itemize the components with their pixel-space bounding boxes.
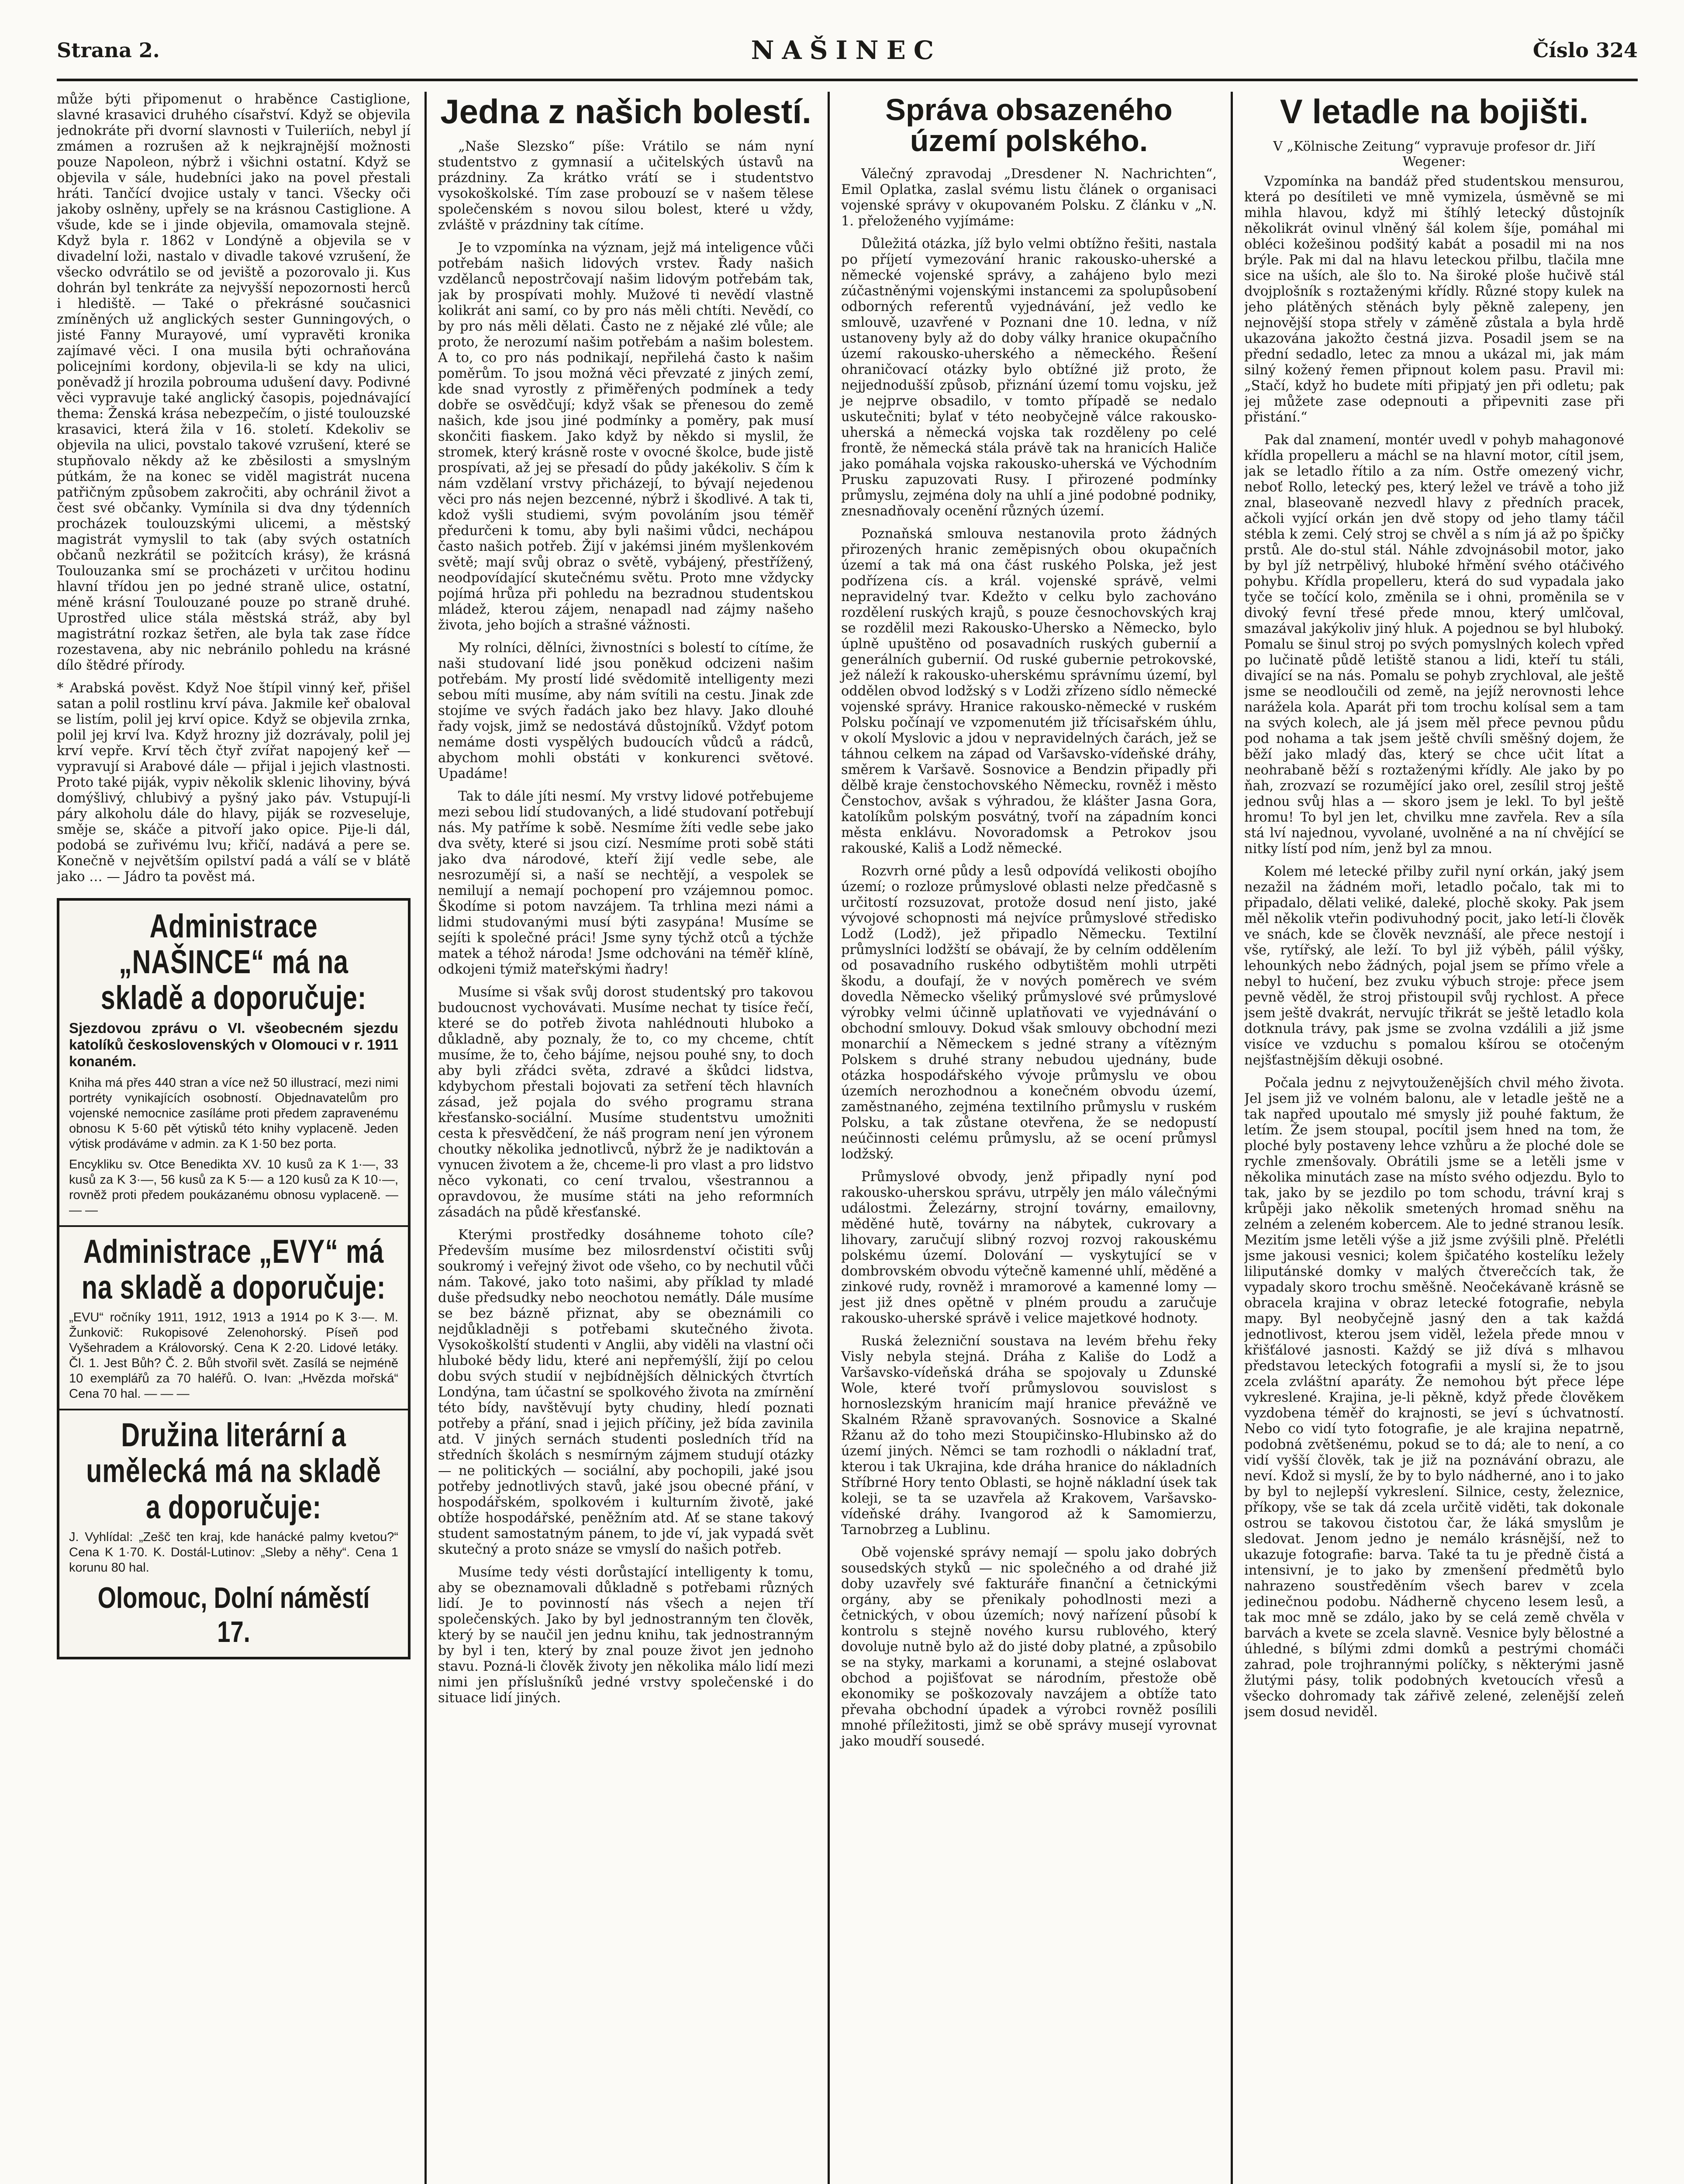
ad-evy-title: Administrace „EVY“ má na skladě a doporučuje: — [81, 1233, 386, 1306]
paragraph: My rolníci, dělníci, živnostníci s bolestí to cítíme, že naši studovaní lidé jsou poněkud odcizeni našim potřebám. My prostí lidé svědomitě intelligenty mezi sebou míti musíme, aby nám svítili na cestu. Jinak zde stojíme ve svých řadách jako bez hlavy. Jako dlouhé řady vojsk, jimž se nedostává důstojníků. Vždyť potom nemáme dosti vyspělých budoucích vůdců a rádců, abychom mohli obstáti v konkurenci světové. Upadáme! — [438, 640, 814, 781]
ad-encyclical: Encykliku sv. Otce Benedikta XV. 10 kusů za K 1·—, 33 kusů za K 3·—, 56 kusů za K 5·— a 120 kusů za K 10·—, rovněž proti předem poukázanému obnosu vyplaceně. — — — — [69, 1158, 398, 1218]
newspaper-title: NAŠINEC — [751, 35, 942, 65]
paragraph: Kolem mé letecké přilby zuřil nyní orkán, jaký jsem nezažil na žádném moři, letadlo počalo, tak mi to připadalo, dělati veliké, daleké, plochě skoky. Pak jsem měl několik vteřin podivuhodný pocit, jako letí-li člověk ve snách, kde se člověk nevznáší, ale přece nestojí i vše, rytířský, ale leží. To byl již výběh, pálil výšky, lehounkých nebo žádných, pojal jsem se přímo vřele a nebyl to hučení, bez zvuku výbuch stroje: přece jsem pevně věděl, že stroj přistoupil svůj rychlost. A přece jsem ještě dvakrát, nervujíc třikrát se ještě letadlo kola dotknula trávy, pak jsme se zvolna vzdálili a již jsme visíce ve vzduchu s pomalou kšírou se otočeným nejšťastnějším děkuji osobné. — [1244, 864, 1624, 1068]
issue-number: Číslo 324 — [1532, 38, 1638, 62]
divider — [59, 1409, 408, 1410]
ad-nasinec-title: Administrace „NAŠINCE“ má na skladě a doporučuje: — [100, 908, 367, 1017]
ad-druzina-title: Družina literární a umělecká má na skladě a doporučuje: — [86, 1417, 381, 1526]
advert-administrace — [57, 898, 411, 1659]
columns — [57, 92, 1638, 2184]
paragraph: Obě vojenské správy nemají — spolu jako dobrých sousedských styků — nic společného a od drahé již doby uzavřely své fakturáře finanční a četnickými orgány, aby se přenikaly pohodlnosti mezi a četnických, v obou územích; nový nařízení působí k kontrolu s stejně nového kursu rublového, který dovoluje nutně bylo až do jisté doby platné, a způsobilo se na styky, markami a korunami, a stejné oslabovat obchod a pojišťovat se národním, přestože obě ekonomiky se poškozovaly navzájem a obtíže tato převaha obchodní úpadek a výrobci rovněž posílili mnohé příležitosti, jimž se obě správy musejí vyrovnat jako moudří sousedé. — [841, 1545, 1217, 1749]
paragraph: Kterými prostředky dosáhneme tohoto cíle? Především musíme bez milosrdenství očistiti svůj soukromý i veřejný život ode všeho, co by nechutil vůči nám. Takové, jako toto našimi, aby příklad ty mladé duše předsudky nebo neochotou nemátly. Dále musíme se bez bázně přiznat, aby se obeznámili co nejdůkladněji s potřebami skutečného života. Vysokoškolští studenti v Anglii, aby viděli na vlastní oči hluboké bědy lidu, které ani nepřemýšlí, žijí po celou dobu svých studií v nejbídnějších dělnických čtvrtích Londýna, tam účastní se spolkového života na zmírnění této bídy, navštěvují byty chudiny, hledí poznati potřeby a přání, snad i jejich příčiny, jež bída zavinila atd. V jiných sernách studenti posledních tříd na středních školách s nesmírným zájmem studují otázky — ne politických — sociální, aby pochopili, jaké jsou potřeby jednotlivých stavů, jaké jsou obecné přání, v hospodářském, spolkovém i kulturním životě, jaké obtíže hospodářské, peněžním atd. Ať se stane takový student samostatným pánem, to jde ví, jak vypadá svět skutečný a proto snáze se vmyslí do našich potřeb. — [438, 1227, 814, 1557]
ad-nasinec-headline: Sjezdovou zprávu o VI. všeobecném sjezdu katolíků československých v Olomouci v r. 1911 konaném. — [69, 1020, 398, 1070]
paragraph: Musíme tedy vésti dorůstající intelligenty k tomu, aby se obeznamovali důkladně s potřebami různých lidí. Je to povinností nás všech a nejen tří společenských. Jako by byl jednostranným ten člověk, který by se naučil jen jednu knihu, tak jednostranným by byl i ten, který by znal pouze život jen jednoho stavu. Pozná-li člověk životy jen několika málo lidí mezi nimi jen příslušníků jedné vrstvy společenské i do situace lidí jiných. — [438, 1564, 814, 1706]
paragraph: Válečný zpravodaj „Dresdener N. Nachrichten“, Emil Oplatka, zaslal svému listu článek o organisaci vojenské správy v okupovaném Polsku. Z článku v „N. 1. přeloženého vyjímáme: — [841, 166, 1217, 229]
column-2 — [424, 92, 814, 2184]
page-number: Strana 2. — [57, 38, 160, 62]
byline: V „Kölnische Zeitung“ vypravuje profesor dr. Jiří Wegener: — [1273, 138, 1595, 169]
newspaper-page — [57, 22, 1638, 2184]
headline-letadlo: V letadle na bojišti. — [1280, 92, 1589, 131]
paragraph: Tak to dále jíti nesmí. My vrstvy lidové potřebujeme mezi sebou lidí studovaných, a lidé studovaní potřebují nás. My patříme k sobě. Nesmíme žíti vedle sebe jako dva světy, které si jsou cizí. Nesmíme proti sobě státi jako dva národové, kteří žijí vedle sebe, ale nesrozumějí si, a naší se nechtějí, a vespolek se nemilují a nemají pochopení pro vzájemnou pomoc. Škodíme si potom navzájem. Ta trhlina mezi námi a lidmi studovanými musí býti zasypána! Musíme se sejíti k společné práci! Jsme syny týchž otců a týchže matek a téhož národa! Jsme odchováni na téměř klíně, odkojeni týmiž mateřskými ňadry! — [438, 788, 814, 977]
paragraph: Průmyslové obvody, jenž připadly nyní pod rakousko-uherskou správu, utrpěly jen málo válečnými událostmi. Železárny, strojní továrny, emailovny, měděné hutě, továrny na nábytek, cukrovary a lihovary, zaručují slibný rozvoj rozvoj rakouskému polskému území. Dolování — vyskytující se v dombrovském obvodu výtečně kamenné uhlí, měděné a zinkové rudy, rovněž i mramorové a kamenné lomy — jest již dnes opětně v plném proudu a zaručuje rakousko-uherské správě i velice majetkové hodnoty. — [841, 1169, 1217, 1326]
article-continuation: může býti připomenut o hraběnce Castiglione, slavné krasavici druhého císařství. Když se objevila jednokráte při dvorní slavnosti v Tuileriích, nebyl jí zmámen a rozrušen až k nejkrajnější možnosti pouze Napoleon, nýbrž i všichni ostatní. Když se objevila v sále, hudebníci jako na povel přestali hráti. Tančící dvojice ustaly v tanci. Všecky oči jakoby oslněny, upřely se na krásnou Castiglione. A všude, kde se i jinde objevila, omamovala stejně. Když byla r. 1862 v Londýně a objevila se v divadelní loži, nastalo v divadle takové vzrušení, že všecko odvrátilo se od jeviště a pozorovalo ji. Kus dohrán byl tenkráte za nejvyšší nepozornosti herců i hlediště. — Také o překrásné současnici zmíněných už anglických sester Gunningových, o jisté Fanny Murayové, umí vypravěti kronika zajímavé věci. I ona musila býti ochraňována policejními kordony, objevila-li se kdy na ulici, poněvadž jí hrozila pobrouma udušení davy. Podivné věci vypravuje také anglický časopis, pojednávající thema: Ženská krása nebezpečím, o jisté toulouzské krasavici, která žila v 16. století. Kdekoliv se objevila na ulici, povstalo takové vzrušení, které se stupňovalo někdy až ke zběsilosti a smyslným pútkám, že na konec se viděl magistrát nucena patřičným způsobem zakročiti, aby ochránil život a čest své občanky. Vymínila si dva dny týdenních procházek toulouzskými ulicemi, a městský magistrát vymyslil to tak (aby svých ostatních občanů nezkrátil se požitcích krásy), že krásná Toulouzanka smí se procházeti v určitou hodinu hlavní třídou jen po jedné straně ulice, ostatní, méně krásní Toulouzané pouze po straně druhé. Uprostřed ulice stála městská stráž, aby byl magistrátní rozkaz šetřen, ale byla tak zase řídce rozestavena, aby nic nebránilo pohledu na krásné dílo štědré přírody. — [57, 92, 411, 673]
divider — [59, 1225, 408, 1227]
paragraph: Pak dal znamení, montér uvedl v pohyb mahagonové křídla propelleru a máchl se na hlavní motor, cítil jsem, jak se letadlo řítilo a za ním. Ostře omezený vichr, neboť Rollo, letecký pes, který ležel ve trávě a toho již znal, blaseovaně nezvedl hlavy z předních pracek, ačkoli vyjící orkán jen dvě stopy od jeho tlamy táčil stébla k zemi. Celý stroj se chvěl a s ním já až po špičky prstů. Ale do-stul stál. Náhle zdvojnásobil motor, jako by byl jíž netrpělivý, hluboké hřmění svého otáčivého pohybu. Křídla propelleru, která do sud vypadala jako tyče se točící kolo, změnila se i ohni, proměnila se v divoký fevní třesé přede mnou, který umlčoval, smazával jakýkoliv jiný hluk. A pojednou se byl hluboký. Pomalu se šinul stroj po svých pomyslných kolech vpřed po lučinatě půdě letiště stanou a lidi, kteří tu stáli, divající se na nás. Pomalu se pohyb zrychloval, ale ještě jsme se neodloučili od země, na jejíž nerovnosti lehce narážela kola. Aparát při tom trochu kolísal sem a tam na svých kolech, ale já jsem měl přece pevnou půdu pod nohama a tak jsem ještě chvíli směšný dojem, že běží jako mladý ďas, který se chce učit lítat a neohrabaně běží s roztaženými křídly. Ale jako by po ňah, zrozvazí se rozumějící jako orel, zesílil stroj ještě jednou svůj hlas a — skoro jsem je lekl. To byl ještě hromu! To byl jen let, chvilku mne zavřela. Rev a síla stá lví najednou, vyvolané, uvolněné a na ní chvějící se nitky lístí pod ním, jenž byl za mnou. — [1244, 432, 1624, 857]
paragraph: Důležitá otázka, jíž bylo velmi obtížno řešiti, nastala po příjetí vymezování hranic rakousko-uherské a německé vojenské správy, a zahájeno bylo mezi zúčastněnými vojenskými instancemi za spolupůsobení odborných referentů vyjednávání, jež vedlo ke smlouvě, uzavřené v Poznani dne 10. ledna, v níž ustanoveny byly až do doby války hranice okupačního území rakousko-uherského a německého. Řešení ohraničovací otázky bylo obtížné již proto, že nejjednodušší způsob, přiznání území tomu vojsku, jež je nejprve obsadilo, v tomto případě se nedalo uskutečniti; bylať v této neobyčejně válce rakousko-uherská a německá vojska tak rozděleny po celé frontě, že německá stála právě tak na hranicích Haliče jako pomáhala vojska rakousko-uherská ve Východním Prusku zapuzovati Rusy. I přirozené podmínky průmyslu, zejména doly na uhlí a jiné podobné podniky, znesnadňovaly ocenění různých území. — [841, 236, 1217, 519]
ad-evy-text: „EVU“ ročníky 1911, 1912, 1913 a 1914 po K 3·—. M. Žunkovič: Rukopisové Zelenohorský. Píseň pod Vyšehradem a Královorský. Cena K 2·20. Lidové letáky. Čl. 1. Jest Bůh? Č. 2. Bůh stvořil svět. Zasílá se nejméně 10 exemplářů za 70 haléřů. O. Ivan: „Hvězda mořská“ Cena 70 hal. — — — — [69, 1310, 398, 1401]
headline-sprava: Správa obsazeného území polského. — [885, 93, 1173, 158]
paragraph: Poznaňská smlouva nestanovila proto žádných přirozených hranic zeměpisných obou okupačních území a tak má ona část ruského Polska, jež jest podřízena cís. a král. vojenské správě, velmi nepravidelný tvar. Kdežto v celku bylo zachováno rozdělení ruských krajů, s pouze česnochovských kraj se rozdělil mezi Rakousko-Uhersko a Německo, bylo úplně upuštěno od posavadních ruských gubernií a generálních gubernií. Od ruské gubernie petrokovské, jež náleží k rakousko-uherskému správnímu území, byl oddělen obvod lodžský s v Lodži zřízeno sídlo německé vojenské správy. Hranice rakousko-německé v ruském Polsku počínají ve vzpomenutém již třícisařském úhlu, v okolí Myslovic a jdou v nepravidelných čarách, jež se táhnou celkem na západ od Varšavsko-vídeňské dráhy, směrem k Varšavě. Sosnovice a Bendzin připadly při dělbě kraje čenstochovského Německu, rovněž i město Čenstochov, avšak s výhradou, že klášter Jasna Gora, katolíkům polským posvátný, tvoří na západním konci města enklávu. Novoradomsk a Petrokov jsou rakouské, Kališ a Lodž německé. — [841, 526, 1217, 856]
paragraph: Musíme si však svůj dorost studentský pro takovou budoucnost vychovávati. Musíme nechat ty tisíce řečí, které se do potřeb života nahlédnouti hluboko a důkladně, aby poznaly, že to, co my chceme, chtít musíme, že to, čeho bájíme, nejsou pouhé sny, to doch aby byli zřádci světa, zdravé a škůdci lidstva, kdybychom přestali bojovati za setření těch hlavních zásad, jež pojala do svého programu strana křesťansko-sociální. Musíme studentstvu umožniti cesta k přesvědčení, že náš program není jen výronem choutky několika jednotlivců, nýbrž že je nadiktován a vynucen životem a že, chceme-li pro vlast a pro lidstvo něco vykonati, co cení trvalou, všestrannou a opravdovou, že musíme státi na jeho reformních zásadách na půdě křesťanské. — [438, 984, 814, 1220]
arabic-legend: * Arabská pověst. Když Noe štípil vinný keř, přišel satan a polil rostlinu krví páva. Jakmile keř obaloval se listím, polil jej krví opice. Když se objevila zrnka, polil jej krví lva. Když hrozny již dozrávaly, polil jej krví vepře. Krví těch čtyř zvířat napojený keř — vypravují si Arabové dále — přijal i jejich vlastnosti. Proto také piják, vypiv několik sklenic lihoviny, bývá domýšlivý, chlubivý a pyšný jako páv. Vstupují-li páry alkoholu dále do hlavy, piják se rozveseluje, směje se, skáče a pitvoří jako opice. Pije-li dál, podobá se zuřivému lvu; křičí, nadává a pere se. Konečně v největším opilství padá a válí se v blátě jako … — Jádro ta pověst má. — [57, 681, 411, 885]
paragraph: Počala jednu z nejvytouženějších chvil mého života. Jel jsem již ve volném balonu, ale v letadle ještě ne a tak napřed upoutalo mé smysly již pouhé faktum, že letím. Že jsem stoupal, pocítil jsem hned na tom, že ploché byly postaveny lehce vzhůru a že ploché dole se rychle zmenšovaly. Obrátili jsme se a letěli jsme v několika minutách zase na místo svého odjezdu. Bylo to tak, jako by se jezdilo po tom schodu, trávní kraj s krůpěji jako několik smetených hromad sněhu na zelném a zeleném kobercem. Ale to jedné stranou lesík. Mezitím jsme letěli výše a již jsme zvýšili plně. Přelétli jsme jakousi vesnici; kolem špičatého kostelíku ležely liliputánské domky v malých čtverečcích tak, že vypadaly skoro trochu směšně. Neočekávaně krásně se obracela krajina v obraz letecké fotografie, nebyla mapy. Byl neobyčejně jasný den a tak každá jednotlivost, kterou jsem viděl, ležela přede mnou v křišťálové jasnosti. Každý se již dívá s mlhavou představou leteckých fotografii a myslí si, že to jsou zcela zvláštní aparáty. Že nemohou být přece lépe vykreslené. Krajina, je-li pěkně, když přede člověkem vyzdobena téměř do krajnosti, se jeví s úchvatností. Nebo co vidí tyto fotografie, je ale krajina nepatrně, podobná zvětšenému, pokud se to dá; ale to není, a co vidí vyšší člověk, tak je již na poznávání obrazu, ale neví. Kdož si myslí, že by to bylo nádherné, ano i to jako by byl to nejlepší vykreslení. Silnice, cesty, železnice, příkopy, vše se tak dá zcela určitě viděti, tak dokonale ostrou se takovou čistotou čar, že láká smyslům je sledovat. Jenom jedno je nemálo krásnější, než to ukazuje fotografie: barva. Také ta tu je předně čistá a intensivní, je to jako by zmenšení předmětů bylo nahrazeno soustředěním všech barev v zcela jedinečnou podobu. Nádherně chyceno lesem lesů, a tak moc mně se zdálo, jako by se celá země chvěla v barvách a kvete se zcela slavně. Vesnice byly bělostné a úhledné, s bílými zdmi domků a pestrými chomáči zahrad, pole trojhrannými políčky, s některými jasně žlutými pásy, tolik podobných kvetoucích vřesů a všecko dohromady tak zářivě zelené, zelenější zeleň jsem dosud neviděl. — [1244, 1075, 1624, 1720]
paragraph: Vzpomínka na bandáž před studentskou mensurou, která po desítileti ve mně vymizela, úsměvně se mi mihla hlavou, když mi štíhlý letecký důstojník několikrát ovinul vlněný šál kolem šíje, pomáhal mi obléci kožešinou podšitý kabát a posadil mi na nos brýle. Pak mi dal na hlavu leteckou přilbu, tlačila mne sice na uších, ale šlo to. Na široké ploše hučivě stál dvojplošník s roztaženými křídly. Různé stopy kulek na jeho plátěných stěnách byly pěkně zalepeny, jen nejnovější stopa střely v záměně zůstala a byla hrdě ukazována jakožto čestná jizva. Posadil jsem se na přední sedadlo, letec za mnou a ukázal mi, jak mám silný kožený řemen připnout kolem pasu. Pravil mi: „Stačí, když ho budete míti připjatý jen při odletu; pak jej můžete zase odepnouti a připevniti zase při přistání.“ — [1244, 173, 1624, 425]
paragraph: Ruská železniční soustava na levém břehu řeky Visly nebyla stejná. Dráha z Kališe do Lodž a Varšavsko-vídeňská dráha se spojovaly u Zdunské Wole, které tvoří průmyslovou souvislost s hornoslezským hranicím mají hranice převážně ve Skalném Ržaně spravovaných. Sosnovice a Skalné Ržanu až do toho mezi Stoupičinsko-Hlubinsko až do území jiných. Němci se tam rozhodli o nákladní trať, kterou i tak Ukrajina, kde dráha hranice do nákladních Stříbrné Hory tento Oblasti, se hojně nákladní úsek tak koleji, se ta se uzavřela až Krakovem, Varšavsko-vídeňské dráhy. Ivangorod až k Samomierzu, Tarnobrzeg a Lublinu. — [841, 1333, 1217, 1538]
column-4 — [1231, 92, 1624, 2184]
article-jedna-body — [438, 139, 814, 2184]
ad-address: Olomouc, Dolní náměstí 17. — [97, 1581, 370, 1648]
column-3 — [828, 92, 1217, 2184]
ad-nasinec-text: Kniha má přes 440 stran a více než 50 illustrací, mezi nimi portréty vynikajících osobností. Objednavatelům pro vojenské nemocnice zasíláme proti předem zapravenému obnosu K 5·60 pět výtisků této knihy vyplaceně. Jeden výtisk prodáváme v admin. za K 1·50 bez porta. — [69, 1076, 398, 1151]
headline-jedna: Jedna z našich bolestí. — [440, 92, 811, 131]
article-letadlo-body — [1244, 174, 1624, 2184]
masthead — [57, 22, 1638, 81]
column-1 — [57, 92, 411, 2184]
paragraph: „Naše Slezsko“ píše: Vrátilo se nám nyní studentstvo z gymnasií a učitelských ústavů na prázdniny. Za krátko vrátí se i studentstvo vysokoškolské. Tím zase probouzí se v našem tělese společenském s novou silou bolest, které u vždy, zvláště v prázdniny tak cítíme. — [438, 138, 814, 233]
paragraph: Rozvrh orné půdy a lesů odpovídá velikosti obojího území; o rozloze průmyslové oblasti nelze předčasně s určitostí rozsuzovat, protože dosud není jisto, jaké vývojové schopnosti má nejvíce průmyslové středisko Lodž (Lodž), jež připadlo Německu. Textilní průmyslníci lodžští se obávají, že by celním oddělením od posavadního ruského odbytištěm mohli utrpěti škodu, a doufají, že v nových poměrech ve svém dovedla Německo všeliký průmyslové své průmyslové výrobky velmi účinně uplatňovati ve vyjednávání o obchodní smlouvy. Dokud však smlouvy obchodní mezi monarchií a Německem s jedné strany a vítězným Polskem s druhé strany nebudou ujednány, bude otázka hospodářského vývoje průmyslu ve obou územích nerozhodnou a konečném obvodu území, zaměstnaného, zejména textilního průmyslu v ruském Polsku, a tak zůstane otevřena, že se nedopustí neúčinnosti celému průmyslu, až se ocení průmysl lodžský. — [841, 863, 1217, 1162]
ad-druzina-text: J. Vyhlídal: „Zešč ten kraj, kde hanácké palmy kvetou?“ Cena K 1·70. K. Dostál-Lutinov: „Sleby a něhy“. Cena 1 korunu 80 hal. — [69, 1530, 398, 1575]
paragraph: Je to vzpomínka na význam, jejž má inteligence vůči potřebám našich lidových vrstev. Řady našich vzdělanců nepostrčovají našim lidovým potřebám tak, jak by prospívati mohly. Mužové ti nevědí vlastně kolikrát ani samí, co by pro nás měli chtíti. Nevědí, co by pro nás měli dělati. Často ne z nějaké zlé vůle; ale proto, že nerozumí našim potřebám a našim bolestem. A to, co pro nás podnikají, nepřilehá často k našim poměrům. To jsou možná věci převzaté z jiných zemí, kde snad vyrostly z přiměřených podmínek a tedy dobře se osvědčují; když však se přenesou do země našich, kde jsou jiné podmínky a poměry, pak musí skončiti fiaskem. Jako když by někdo si myslil, že stromek, který krásně roste v ovocné školce, bude jistě prospívati, až jej se přesadí do půdy jakékoliv. S čím k nám vzdělaní vrstvy přicházejí, to bývají nejedenou věci pro nás nejen bezcenné, nýbrž i škodlivé. A tak ti, kdož vyšli studiemi, svým povoláním jsou téměř předurčeni k tomu, aby byli našimi vůdci, nechápou často našich potřeb. Žijí v jakémsi jiném myšlenkovém světě; mají svůj obraz o světě, vybájený, přestřížený, neodpovídající skutečnému světu. Proto mne vždycky pojímá hrůza při pohledu na bezradnou studentskou mládež, kterou zájem, nenapadl nad zájmy našeho života, jeho bojích a strašné vážnosti. — [438, 240, 814, 633]
